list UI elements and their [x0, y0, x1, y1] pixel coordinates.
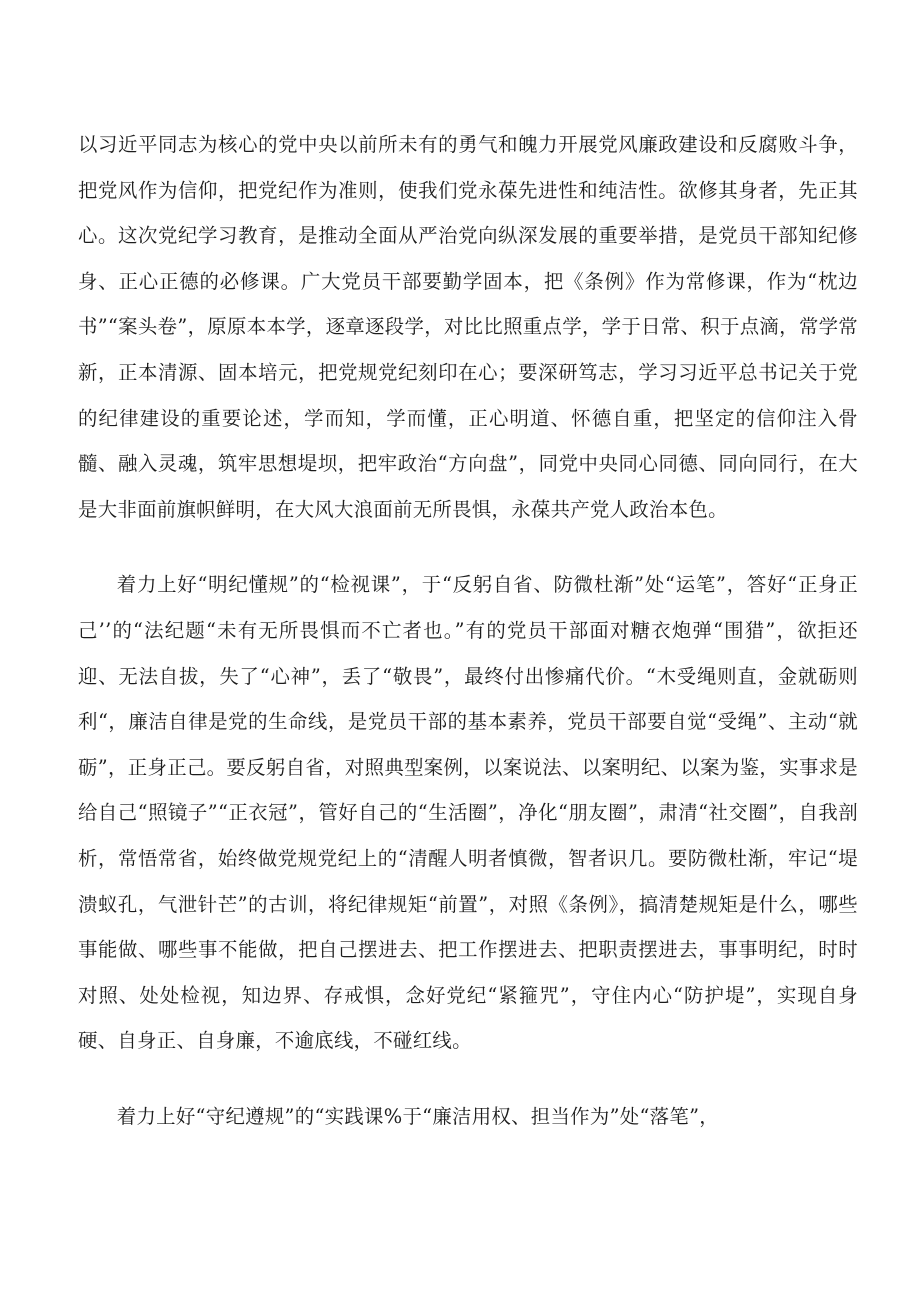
paragraph-2: 着力上好“明纪懂规”的“检视课”，于“反躬自省、防微杜渐”处“运笔”，答好“正身正己’’的“法纪题“未有无所畏惧而不亡者也。”有的党员干部面对糖衣炮弹“围猎”，欲拒还迎、无法自拔，失了“心神”，丢了“敬畏”，最终付出惨痛代价。“木受绳则直，金就砺则利“，廉洁自律是党的生命线，是党员干部的基本素养，党员干部要自觉“受绳”、主动“就砺”，正身正己。要反躬自省，对照典型案例，以案说法、以案明纪、以案为鉴，实事求是给自己“照镜子”“正衣冠”，管好自己的“生活圈”，净化“朋友圈”，肃清“社交圈”，自我剖析，常悟常省，始终做党规党纪上的“清醒人明者慎微，智者识几。要防微杜渐，牢记“堤溃蚁孔，气泄针芒”的古训，将纪律规矩“前置”，对照《条例》，搞清楚规矩是什么，哪些事能做、哪些事不能做，把自己摆进去、把工作摆进去、把职责摆进去，事事明纪，时时对照、处处检视，知边界、存戒惧，念好党纪“紧箍咒”，守住内心“防护堤”，实现自身硬、自身正、自身廉，不逾底线，不碰红线。 [78, 573, 858, 1053]
paragraph-gap [78, 532, 858, 562]
paragraph-gap [78, 1064, 858, 1094]
paragraph-3: 着力上好“守纪遵规”的“实践课%于“廉洁用权、担当作为”处“落笔”， [116, 1104, 719, 1128]
paragraph-1: 以习近平同志为核心的党中央以前所未有的勇气和魄力开展党风廉政建设和反腐败斗争，把党风作为信仰，把党纪作为准则，使我们党永葆先进性和纯洁性。欲修其身者，先正其心。这次党纪学习教育，是推动全面从严治党向纵深发展的重要举措，是党员干部知纪修身、正心正德的必修课。广大党员干部要勤学固本，把《条例》作为常修课，作为“枕边书”“案头卷”，原原本本学，逐章逐段学，对比比照重点学，学于日常、积于点滴，常学常新，正本清源、固本培元，把党规党纪刻印在心；要深研笃志，学习习近平总书记关于党的纪律建设的重要论述，学而知，学而懂，正心明道、怀德自重，把坚定的信仰注入骨髓、融入灵魂，筑牢思想堤坝，把牢政治“方向盘”，同党中央同心同德、同向同行，在大是大非面前旗帜鲜明，在大风大浪面前无所畏惧，永葆共产党人政治本色。 [78, 133, 858, 521]
document-body [78, 122, 858, 1139]
